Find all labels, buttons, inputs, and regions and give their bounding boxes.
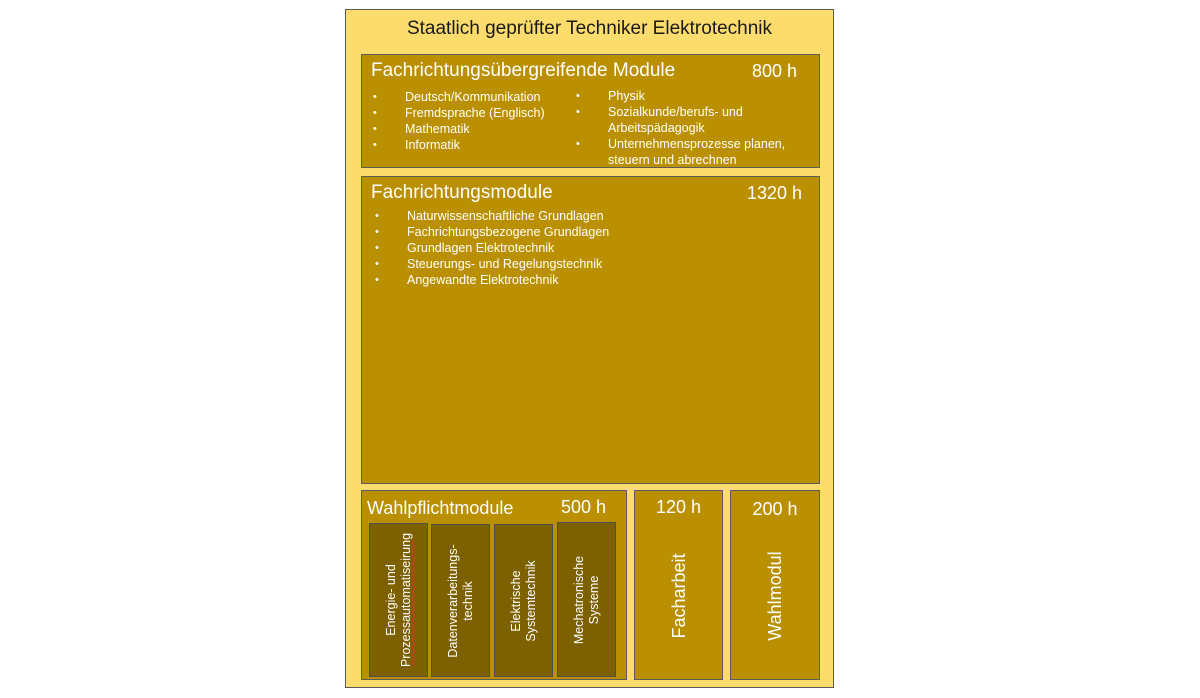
option-line: Mechatronische: [571, 555, 586, 644]
optional-module-box: [730, 490, 820, 680]
elective-option-electrical-systems: [494, 524, 553, 677]
cross-modules-title: Fachrichtungsübergreifende Module: [371, 60, 676, 81]
curriculum-diagram: [345, 9, 834, 688]
list-item: • Grundlagen Elektrotechnik: [373, 240, 773, 256]
thesis-box: [634, 490, 723, 680]
option-line: Prozessautomatiseirung: [398, 532, 413, 668]
elective-modules-hours: 500 h: [561, 497, 607, 517]
list-item: • Deutsch/Kommunikation: [371, 89, 576, 105]
list-item: • Mathematik: [371, 121, 576, 137]
optional-module-hours: 200 h: [752, 499, 798, 519]
elective-option-data-processing: [431, 524, 490, 677]
elective-option-mechatronics: [557, 522, 616, 677]
list-item: • Unternehmensprozesse planen,: [574, 136, 814, 152]
list-item: • Informatik: [371, 137, 576, 153]
elective-option-energy: [369, 523, 428, 677]
list-item: • Fremdsprache (Englisch): [371, 105, 576, 121]
cross-modules-right-list: [574, 88, 814, 168]
subject-modules-hours: 1320 h: [747, 183, 803, 203]
list-item: • Physik: [574, 88, 814, 104]
elective-modules-title: Wahlpflichtmodule: [367, 498, 514, 518]
thesis-label: Facharbeit: [668, 553, 689, 639]
cross-modules-hours: 800 h: [752, 61, 798, 81]
option-line: Datenverarbeitungs-: [445, 543, 460, 658]
subject-modules-list: [373, 208, 773, 288]
option-line: technik: [460, 580, 475, 621]
optional-module-label: Wahlmodul: [765, 551, 785, 641]
list-item: • Angewandte Elektrotechnik: [373, 272, 773, 288]
cross-modules-left-list: [371, 89, 576, 153]
cross-modules-box: [361, 54, 820, 168]
list-item-continuation: steuern und abrechnen: [608, 153, 737, 167]
option-line: Energie- und: [383, 564, 398, 636]
subject-modules-box: [361, 176, 820, 484]
elective-modules-box: [361, 490, 627, 680]
option-line: Elektrische: [508, 569, 523, 632]
subject-modules-title: Fachrichtungsmodule: [371, 182, 553, 203]
list-item: • Sozialkunde/berufs- und: [574, 104, 814, 120]
list-item: • Naturwissenschaftliche Grundlagen: [373, 208, 773, 224]
diagram-title: Staatlich geprüfter Techniker Elektrotechnik: [406, 18, 773, 39]
list-item: • Fachrichtungsbezogene Grundlagen: [373, 224, 773, 240]
option-line: Systemtechnik: [523, 559, 538, 642]
thesis-hours: 120 h: [655, 497, 702, 517]
list-item: • Steuerungs- und Regelungstechnik: [373, 256, 773, 272]
option-line: Systeme: [586, 575, 601, 624]
list-item-continuation: Arbeitspädagogik: [608, 121, 705, 135]
